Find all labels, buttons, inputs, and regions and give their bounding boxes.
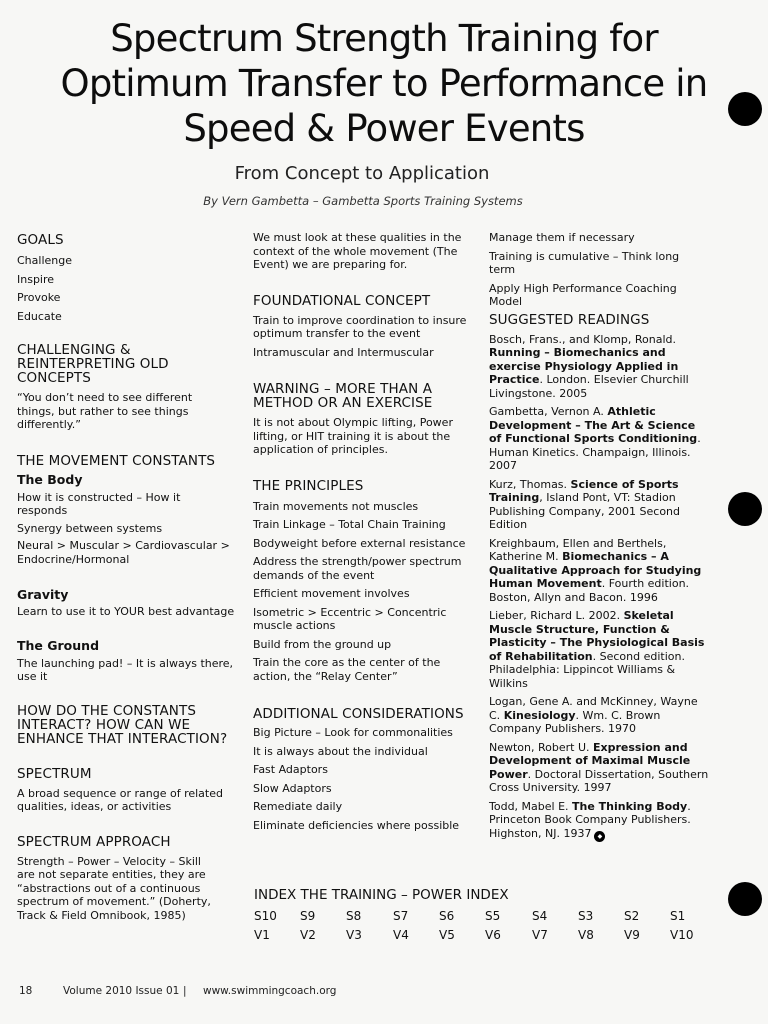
list-item: Eliminate deficiencies where possible <box>253 818 460 832</box>
list-item: Educate <box>17 309 62 323</box>
column-2 <box>253 231 475 835</box>
issue-label: Volume 2010 Issue 01 <box>63 985 180 997</box>
list-item: Efficient movement involves <box>253 587 410 600</box>
index-cell: V1 <box>254 928 270 942</box>
index-cell: S9 <box>300 909 316 923</box>
subheading-gravity: Gravity <box>17 587 69 602</box>
list-item: Provoke <box>17 291 61 304</box>
list-item: Manage them if necessary <box>489 231 635 244</box>
list-item: Remediate daily <box>253 800 343 813</box>
index-cell: V4 <box>393 928 409 942</box>
list-item: Synergy between systems <box>17 521 163 535</box>
column-1 <box>17 233 237 922</box>
index-cell: S4 <box>532 909 548 923</box>
reading-entry: Newton, Robert U. Expression and Development of Maximal Muscle Power. Doctoral Dissertation, Southern Cross University. 1997 <box>489 740 709 794</box>
index-cell: V5 <box>439 928 455 942</box>
page-number: 18 <box>19 985 33 997</box>
title-line: Optimum Transfer to Performance in <box>60 62 708 105</box>
article-subtitle: From Concept to Application <box>234 163 490 184</box>
readings-list <box>489 333 717 842</box>
list-item: Train Linkage – Total Chain Training <box>253 518 446 531</box>
list-item: Challenge <box>17 254 72 267</box>
list-item: Bodyweight before external resistance <box>253 536 466 550</box>
reading-entry: Todd, Mabel E. The Thinking Body. Princeton Book Company Publishers. Highston, NJ. 1937 ◆ <box>489 799 691 840</box>
section-heading-additional: ADDITIONAL CONSIDERATIONS <box>253 706 464 722</box>
index-cell: S6 <box>439 909 455 923</box>
list-item: Intramuscular and Intermuscular <box>253 345 434 359</box>
list-item: Training is cumulative – Think long term <box>489 249 680 276</box>
section-heading-constants: THE MOVEMENT CONSTANTS <box>17 452 216 469</box>
index-cell: S2 <box>624 909 640 923</box>
index-cell: V9 <box>624 928 640 942</box>
list-item: Train movements not muscles <box>253 499 419 513</box>
index-cell: S1 <box>670 909 686 923</box>
byline: By Vern Gambetta – Gambetta Sports Training Systems <box>203 194 523 208</box>
title-line: Spectrum Strength Training for <box>110 17 658 60</box>
list-item: Slow Adaptors <box>253 781 332 795</box>
punch-hole <box>728 882 762 916</box>
approach-text: Strength – Power – Velocity – Skill are not separate entities, they are “abstractions out of a continuous spectrum of movement.” (Doherty, Track & Field Omnibook, 1985) <box>17 854 211 922</box>
section-heading-principles: THE PRINCIPLES <box>253 477 364 494</box>
list-item: It is always about the individual <box>253 744 428 758</box>
reading-entry: Kreighbaum, Ellen and Berthels, Katherine M. Biomechanics – A Qualitative Approach for Studying Human Movement. Fourth edition. Boston, Allyn and Bacon. 1996 <box>489 536 702 604</box>
index-cell: S3 <box>578 909 594 923</box>
end-of-article-icon: ◆ <box>594 831 605 842</box>
index-cell: S8 <box>346 909 362 923</box>
index-title: INDEX THE TRAINING – POWER INDEX <box>254 887 509 903</box>
punch-hole <box>728 92 762 126</box>
list-item: Build from the ground up <box>253 637 392 651</box>
list-item: Train the core as the center of the action, the “Relay Center” <box>253 656 441 683</box>
ground-text: The launching pad! – It is always there, use it <box>17 656 234 683</box>
subheading-ground: The Ground <box>17 637 100 653</box>
section-heading-interact: HOW DO THE CONSTANTS INTERACT? HOW CAN WE ENHANCE THAT INTERACTION? <box>17 702 228 747</box>
quote-text: “You don’t need to see different things, but rather to see things differently.” <box>17 391 193 431</box>
article-title <box>0 16 768 151</box>
footer-separator: | <box>183 985 187 997</box>
index-cell: V10 <box>670 928 694 942</box>
section-heading-foundational: FOUNDATIONAL CONCEPT <box>253 292 431 309</box>
section-heading-goals: GOALS <box>17 232 64 248</box>
warning-text: It is not about Olympic lifting, Power lifting, or HIT training it is about the application of principles. <box>253 416 453 456</box>
reading-entry: Bosch, Frans., and Klomp, Ronald. Running – Biomechanics and exercise Physiology Applied in Practice. London. Elsevier Churchill Livingstone. 2005 <box>489 332 689 400</box>
column-3 <box>489 231 717 842</box>
index-cell: S7 <box>393 909 409 923</box>
index-cell: V2 <box>300 928 316 942</box>
list-item: Neural > Muscular > Cardiovascular > Endocrine/Hormonal <box>17 539 230 566</box>
punch-hole <box>728 492 762 526</box>
spectrum-text: A broad sequence or range of related qualities, ideas, or activities <box>17 786 223 813</box>
gravity-text: Learn to use it to YOUR best advantage <box>17 605 235 618</box>
section-heading-spectrum: SPECTRUM <box>17 765 92 782</box>
reading-entry: Logan, Gene A. and McKinney, Wayne C. Kinesiology. Wm. C. Brown Company Publishers. 1970 <box>489 695 698 735</box>
reading-entry: Gambetta, Vernon A. Athletic Development – The Art & Science of Functional Sports Conditioning. Human Kinetics. Champaign, Illinois. 2007 <box>489 405 701 472</box>
index-cell: V6 <box>485 928 501 942</box>
list-item: Inspire <box>17 272 55 286</box>
principles-list <box>253 500 475 684</box>
index-cell: V3 <box>346 928 362 942</box>
title-line: Speed & Power Events <box>183 107 585 150</box>
goals-list <box>17 252 237 326</box>
list-item: Apply High Performance Coaching Model <box>489 281 677 308</box>
additional-list <box>253 724 475 835</box>
list-item: Address the strength/power spectrum demands of the event <box>253 555 462 582</box>
list-item: Isometric > Eccentric > Concentric muscle actions <box>253 605 447 632</box>
list-item: Fast Adaptors <box>253 763 328 776</box>
reading-entry: Kurz, Thomas. Science of Sports Training, Island Pont, VT: Stadion Publishing Company, 2001 Second Edition <box>489 477 681 531</box>
list-item: Big Picture – Look for commonalities <box>253 726 453 739</box>
list-item: Train to improve coordination to insure optimum transfer to the event <box>253 313 467 340</box>
index-cell: V8 <box>578 928 594 942</box>
index-cell: S10 <box>254 909 277 923</box>
subheading-body: The Body <box>17 471 83 487</box>
index-cell: V7 <box>532 928 548 942</box>
section-heading-approach: SPECTRUM APPROACH <box>17 833 171 850</box>
reading-entry: Lieber, Richard L. 2002. Skeletal Muscle Structure, Function & Plasticity – The Physiological Basis of Rehabilitation. Second edition. Philadelphia: Lippincot Williams & Wilkins <box>489 609 705 690</box>
intro-text: We must look at these qualities in the context of the whole movement (The Event) we are preparing for. <box>253 231 462 271</box>
footer-url-link[interactable]: www.swimmingcoach.org <box>203 985 337 997</box>
section-heading-warning: WARNING – MORE THAN A METHOD OR AN EXERCISE <box>253 381 433 411</box>
list-item: How it is constructed – How it responds <box>17 490 181 517</box>
section-heading-readings: SUGGESTED READINGS <box>489 311 650 328</box>
section-heading-challenging: CHALLENGING & REINTERPRETING OLD CONCEPTS <box>17 342 169 386</box>
index-cell: S5 <box>485 909 501 923</box>
